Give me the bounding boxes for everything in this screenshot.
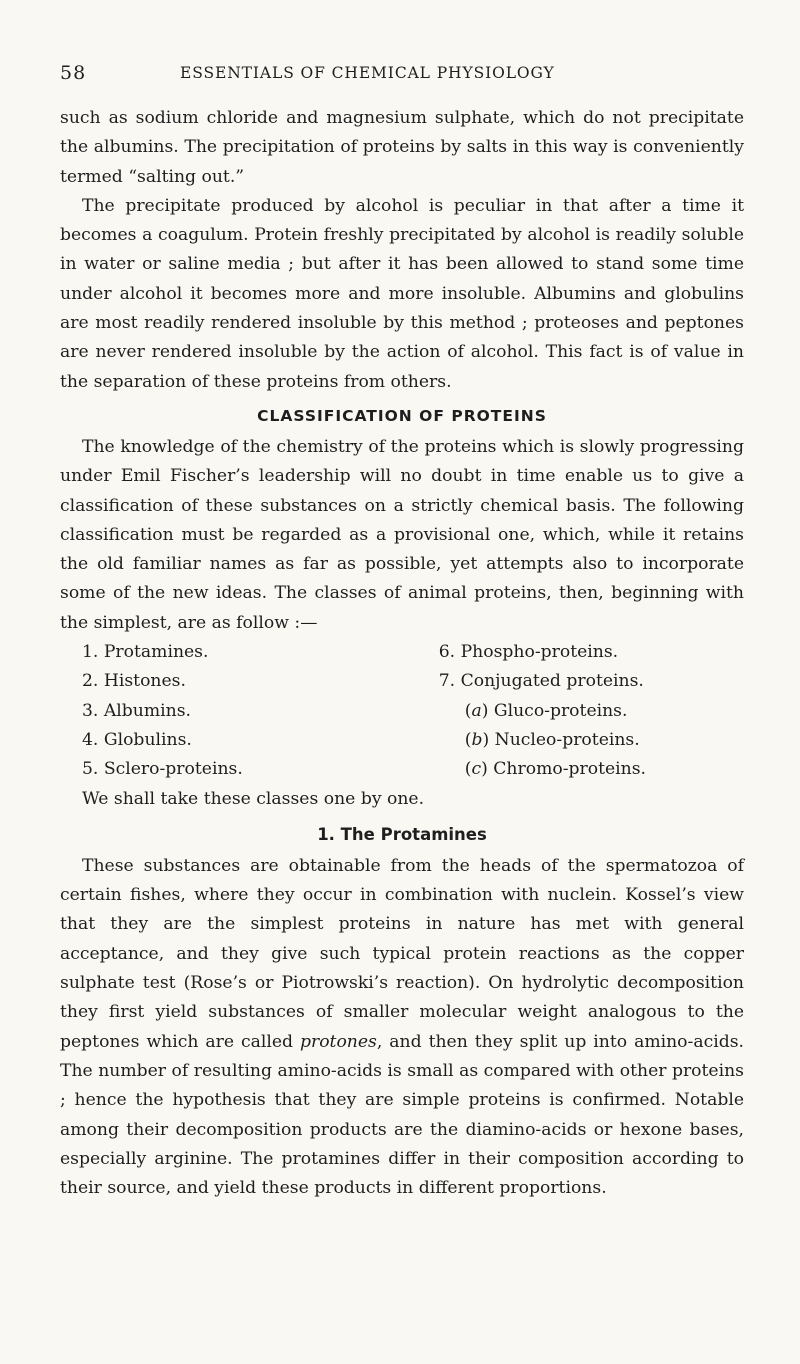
protein-class-list (82, 638, 744, 784)
sub-item-letter: b (471, 729, 483, 750)
paragraph-classification-intro: The knowledge of the chemistry of the proteins which is slowly progressing under Emil Fischer’s leadership will no doubt in time enable us to give a classification of these substances on a strictly chemical basis. The following classification must be regarded as a provisional one, which, while it retains the old familiar names as far as possible, yet attempts also to incorporate some of the new ideas. The classes of animal proteins, then, beginning with the simplest, are as follow :— (60, 436, 744, 633)
protamines-text-part-1: These substances are obtainable from the heads of the spermatozoa of certain fishes, where they occur in combination with nuclein. Kossel’s view that they are the simplest proteins in nature has met with general acceptance, and they give such typical protein reactions as the copper sulphate test (Rose’s or Piotrowski’s reaction). On hydrolytic decomposition they first yield substances of smaller molecular weight analogous to the peptones which are called (60, 855, 744, 1052)
paragraph-protamines (60, 852, 744, 1204)
sub-item-label: Chromo-proteins. (493, 759, 647, 780)
sub-item-letter: c (471, 759, 482, 780)
book-page (60, 62, 744, 1203)
section-heading-protamines: 1. The Protamines (317, 824, 487, 844)
section-heading-classification: CLASSIFICATION OF PROTEINS (257, 406, 547, 425)
running-header (60, 62, 744, 90)
sub-list-item: (b) Nucleo-proteins. (464, 729, 640, 750)
paragraph-classification-closing: We shall take these classes one by one. (82, 788, 425, 809)
sub-list-item: (c) Chromo-proteins. (464, 759, 647, 780)
list-item: 2. Histones. (82, 671, 186, 692)
protamines-text-part-2: , and then they split up into amino-acids. The number of resulting amino-acids is small as compared with other proteins ; hence the hypothesis that they are simple proteins is confirmed. Notable among their decomposition products are the diamino-acids or hexone bases, especially arginine. The protamines differ in their composition according to their source, and yield these products in different proportions. (60, 1031, 744, 1199)
paragraph-salting-out: such as sodium chloride and magnesium sulphate, which do not precipitate the albumins. The precipitation of proteins by salts in this way is conveniently termed “salting out.” (60, 108, 744, 187)
page-number: 58 (60, 62, 87, 84)
sub-item-label: Gluco-proteins. (493, 700, 628, 721)
list-item: 6. Phospho-proteins. (438, 642, 619, 663)
list-item: 3. Albumins. (82, 700, 191, 721)
list-item: 5. Sclero-proteins. (82, 759, 243, 780)
protamines-italic-term: protones (299, 1031, 377, 1052)
list-item: 4. Globulins. (82, 729, 192, 750)
class-list-right-column (439, 638, 744, 784)
paragraph-alcohol-precipitate: The precipitate produced by alcohol is peculiar in that after a time it becomes a coagulum. Protein freshly precipitated by alcohol is readily soluble in water or saline media ; but after it has been allowed to stand some time under alcohol it becomes more and more insoluble. Albumins and globulins are most readily rendered insoluble by this method ; proteoses and peptones are never rendered insoluble by the action of alcohol. This fact is of value in the separation of these proteins from others. (60, 195, 744, 392)
list-item: 7. Conjugated proteins. (438, 671, 644, 692)
sub-item-label: Nucleo-proteins. (494, 729, 640, 750)
sub-item-letter: a (471, 700, 482, 721)
running-title: ESSENTIALS OF CHEMICAL PHYSIOLOGY (180, 64, 555, 82)
sub-list-item: (a) Gluco-proteins. (464, 700, 628, 721)
list-item: 1. Protamines. (82, 642, 209, 663)
class-list-left-column (82, 638, 439, 784)
